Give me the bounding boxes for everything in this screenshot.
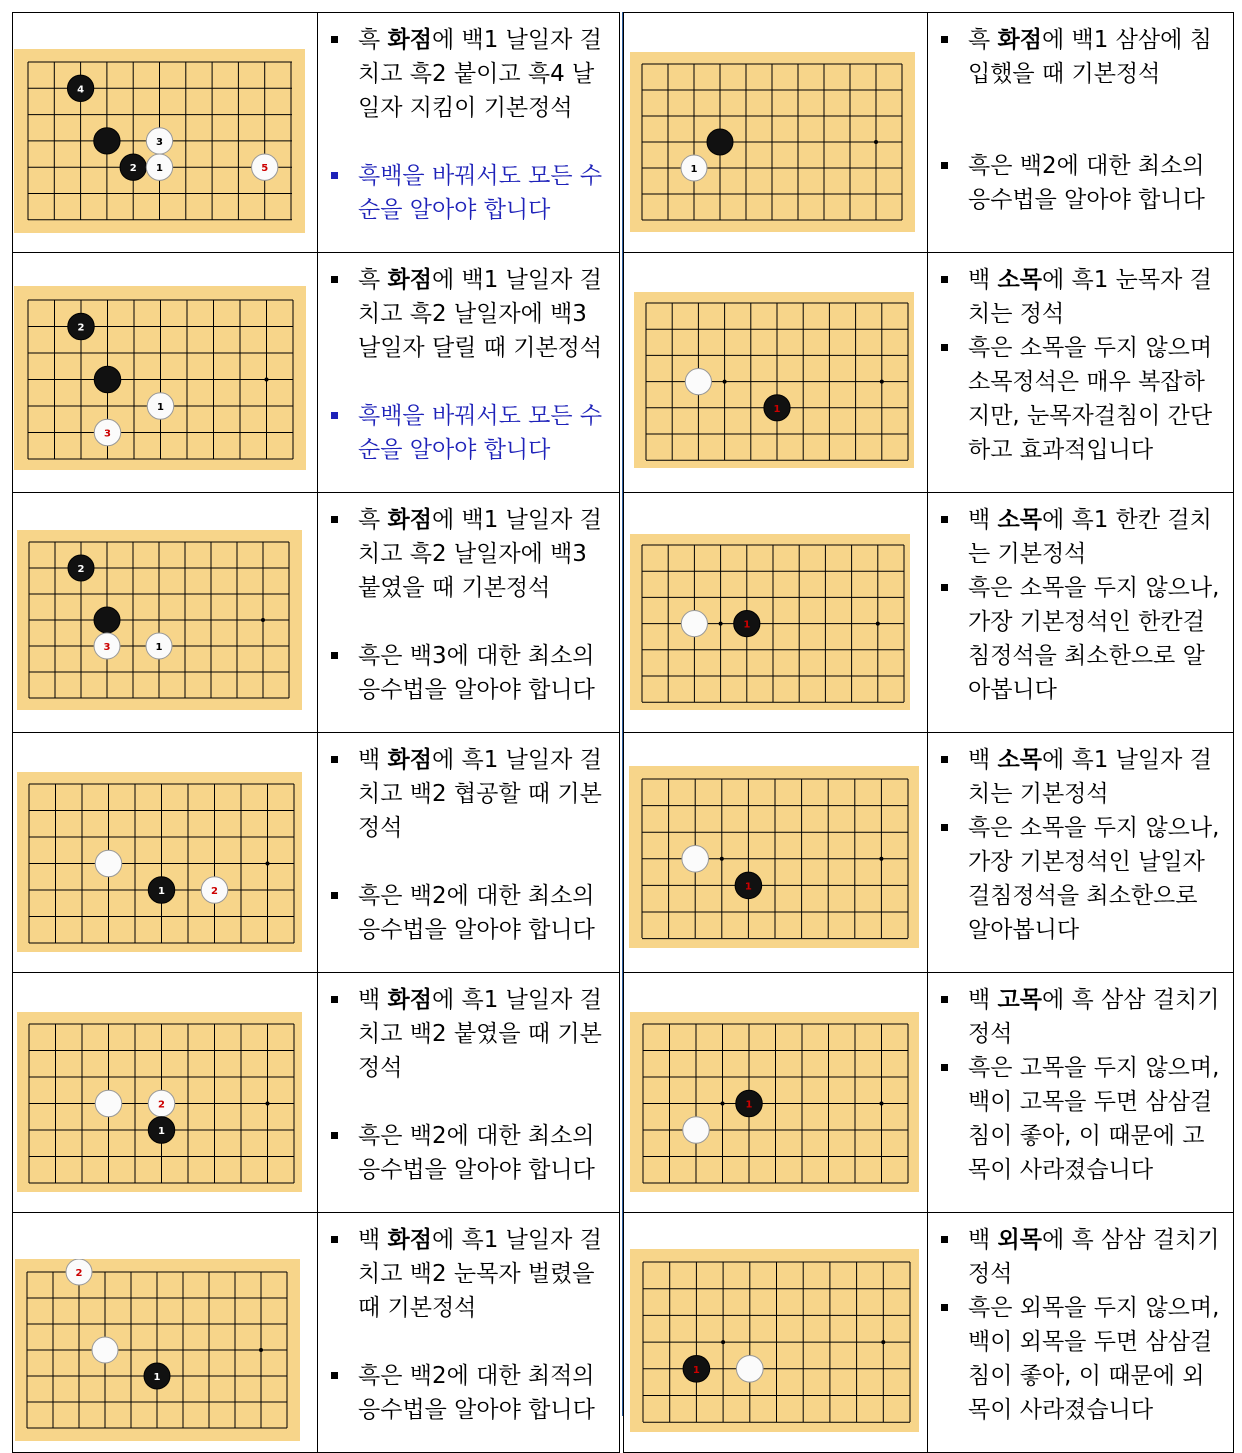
stone-move-number: 2 [75, 1268, 83, 1279]
joseki-note [328, 743, 611, 845]
joseki-note [938, 1291, 1225, 1427]
star-point [880, 1102, 884, 1106]
joseki-notes-list [938, 983, 1225, 1187]
stone-move-number: 1 [745, 1099, 753, 1111]
note-text: 에 흑1 눈목자 걸치는 정석 [968, 267, 1212, 327]
note-text: 에 백1 날일자 걸치고 흑2 붙이고 흑4 날일자 지킴이 기본정석 [358, 27, 602, 121]
note-prefix: 백 [968, 267, 998, 293]
joseki-notes-list [938, 263, 1225, 467]
white-stone [146, 154, 172, 180]
joseki-row [624, 493, 1234, 733]
joseki-note [938, 503, 1225, 571]
note-prefix: 백 [968, 507, 998, 533]
stone-move-number: 2 [211, 886, 218, 897]
stone-move-number: 1 [157, 402, 164, 413]
black-stone [734, 611, 760, 637]
board-black-hoshi-white-knight-approach-white-attach [17, 530, 302, 710]
board-white-komoku-black-one-space-approach [630, 534, 910, 710]
board-white-takamoku-black-33-approach [630, 1012, 919, 1192]
note-text: 흑은 백2에 대한 최적의 응수법을 알아야 합니다 [358, 1363, 595, 1423]
description-cell [928, 973, 1234, 1213]
stone-move-number: 1 [692, 1364, 700, 1376]
description-cell [928, 493, 1234, 733]
white-stone [685, 369, 711, 395]
note-keyword: 화점 [387, 267, 432, 293]
description-cell [318, 253, 620, 493]
joseki-note [938, 1223, 1225, 1291]
joseki-note [328, 503, 611, 605]
board-black-hoshi-white-knight-approach-black-attach [14, 49, 305, 233]
description-cell [928, 1213, 1234, 1453]
black-stone [94, 128, 120, 154]
white-stone [94, 633, 120, 659]
joseki-notes-list [328, 1223, 611, 1427]
board-white-hoshi-black-knight-approach-pincer [17, 772, 302, 952]
board-cell [13, 1213, 318, 1453]
joseki-notes-list [328, 743, 611, 947]
note-keyword: 화점 [387, 507, 432, 533]
joseki-note [938, 811, 1225, 947]
stone-move-number: 2 [77, 322, 85, 334]
stone-move-number: 2 [158, 1099, 165, 1111]
joseki-notes-list [328, 503, 611, 707]
joseki-note [328, 1223, 611, 1325]
star-point [266, 1102, 270, 1106]
board-background [630, 1012, 919, 1192]
white-stone [681, 155, 707, 181]
joseki-note [938, 331, 1225, 467]
star-point [721, 1340, 725, 1344]
star-point [265, 378, 269, 382]
joseki-note [938, 149, 1225, 217]
board-cell [624, 493, 928, 733]
note-text: 에 흑1 날일자 걸치는 기본정석 [968, 747, 1212, 807]
black-stone [144, 1363, 170, 1389]
black-stone [94, 607, 120, 633]
black-stone [148, 877, 175, 904]
star-point [721, 1102, 725, 1106]
white-stone [146, 633, 172, 659]
stone-move-number: 4 [77, 84, 85, 96]
joseki-note [938, 571, 1225, 707]
board-cell [13, 253, 318, 493]
note-keyword: 화점 [387, 987, 432, 1013]
white-stone [736, 1355, 763, 1382]
white-stone [146, 128, 172, 154]
note-text: 에 흑1 한칸 걸치는 기본정석 [968, 507, 1212, 567]
note-text: 흑은 소목을 두지 않으나, 가장 기본정석인 한칸걸침정석을 최소한으로 알아봅니다 [968, 575, 1220, 703]
board-white-hoshi-black-knight-approach-extension [15, 1259, 300, 1441]
note-text: 에 흑 삼삼 걸치기 정석 [968, 1227, 1220, 1287]
joseki-notes-list [938, 503, 1225, 707]
joseki-note [328, 879, 611, 947]
note-text: 에 흑 삼삼 걸치기 정석 [968, 987, 1220, 1047]
white-stone [95, 850, 122, 877]
black-stone [764, 395, 790, 421]
note-text: 흑은 백2에 대한 최소의 응수법을 알아야 합니다 [968, 153, 1205, 213]
note-text: 흑은 고목을 두지 않으며, 백이 고목을 두면 삼삼걸침이 좋아, 이 때문에 고목이 사라졌습니다 [968, 1055, 1220, 1183]
stone-move-number: 5 [261, 163, 269, 175]
star-point [876, 622, 880, 626]
note-text: 흑은 외목을 두지 않으며, 백이 외목을 두면 삼삼걸침이 좋아, 이 때문에 외목이 사라졌습니다 [968, 1295, 1220, 1423]
joseki-note [328, 983, 611, 1085]
board-cell [13, 733, 318, 973]
white-stone [683, 1117, 710, 1144]
joseki-note [328, 1119, 611, 1187]
star-point [723, 380, 727, 384]
star-point [261, 618, 265, 622]
joseki-note [328, 399, 611, 467]
star-point [874, 140, 878, 144]
board-black-hoshi-white-knight-approach-white-run [14, 286, 306, 470]
black-stone [148, 1117, 175, 1144]
note-keyword: 소목 [997, 267, 1042, 293]
description-cell [928, 253, 1234, 493]
joseki-row [624, 13, 1234, 253]
black-stone [736, 1090, 763, 1117]
board-white-mokuhazushi-black-33-approach [630, 1249, 919, 1432]
black-stone [683, 1355, 710, 1382]
note-keyword: 소목 [997, 747, 1042, 773]
note-prefix: 백 [968, 1227, 998, 1253]
joseki-note [328, 159, 611, 227]
board-cell [624, 733, 928, 973]
white-stone [148, 1090, 175, 1117]
stone-move-number: 3 [103, 642, 111, 653]
right-joseki-table [623, 12, 1234, 1453]
joseki-row [13, 13, 620, 253]
board-background [630, 1249, 919, 1432]
board-background [630, 534, 910, 710]
note-prefix: 흑 [358, 267, 388, 293]
stone-move-number: 1 [158, 886, 165, 897]
joseki-notes-list [938, 23, 1225, 217]
note-text: 흑은 백2에 대한 최소의 응수법을 알아야 합니다 [358, 883, 595, 943]
joseki-row [624, 973, 1234, 1213]
note-keyword: 화점 [387, 1227, 432, 1253]
white-stone [252, 154, 278, 180]
note-text: 흑백을 바꿔서도 모든 수순을 알아야 합니다 [358, 403, 603, 463]
note-text: 에 흑1 날일자 걸치고 백2 협공할 때 기본정석 [358, 747, 602, 841]
note-text: 에 흑1 날일자 걸치고 백2 눈목자 벌렸을 때 기본정석 [358, 1227, 602, 1321]
star-point [720, 857, 724, 861]
white-stone [682, 846, 709, 873]
note-keyword: 외목 [997, 1227, 1042, 1253]
joseki-notes-list [938, 743, 1225, 947]
white-stone [201, 877, 228, 904]
note-text: 에 백1 날일자 걸치고 흑2 날일자에 백3 날일자 달릴 때 기본정석 [358, 267, 603, 361]
stone-move-number: 1 [744, 881, 752, 893]
note-text: 에 백1 날일자 걸치고 흑2 날일자에 백3 붙였을 때 기본정석 [358, 507, 602, 601]
note-prefix: 백 [358, 747, 388, 773]
white-stone [681, 611, 707, 637]
board-white-komoku-black-large-knight-approach [634, 292, 914, 468]
joseki-row [13, 973, 620, 1213]
joseki-row [13, 733, 620, 973]
joseki-row [13, 1213, 620, 1453]
stone-move-number: 3 [156, 136, 163, 148]
black-stone [94, 366, 121, 393]
note-prefix: 흑 [968, 27, 998, 53]
note-prefix: 흑 [358, 27, 388, 53]
note-text: 흑백을 바꿔서도 모든 수순을 알아야 합니다 [358, 163, 603, 223]
white-stone [66, 1259, 92, 1285]
joseki-row [624, 733, 1234, 973]
star-point [259, 1348, 263, 1352]
note-text: 에 백1 삼삼에 침입했을 때 기본정석 [968, 27, 1212, 87]
star-point [879, 857, 883, 861]
white-stone [92, 1337, 118, 1363]
board-background [629, 766, 919, 948]
joseki-notes-list [328, 23, 611, 227]
note-prefix: 흑 [358, 507, 388, 533]
board-black-hoshi-white-33-invasion [630, 52, 915, 232]
note-keyword: 소목 [997, 507, 1042, 533]
star-point [880, 380, 884, 384]
note-prefix: 백 [358, 987, 388, 1013]
joseki-note [328, 263, 611, 365]
note-prefix: 백 [968, 987, 998, 1013]
note-text: 흑은 소목을 두지 않으나, 가장 기본정석인 날일자걸침정석을 최소한으로 알아봅니다 [968, 815, 1220, 943]
black-stone [120, 154, 146, 180]
note-text: 흑은 백2에 대한 최소의 응수법을 알아야 합니다 [358, 1123, 595, 1183]
stone-move-number: 1 [153, 1372, 161, 1383]
description-cell [318, 1213, 620, 1453]
note-text: 흑은 백3에 대한 최소의 응수법을 알아야 합니다 [358, 643, 595, 703]
stone-move-number: 2 [129, 163, 137, 175]
note-keyword: 화점 [387, 747, 432, 773]
note-keyword: 화점 [387, 27, 432, 53]
stone-move-number: 2 [77, 564, 85, 575]
white-stone [95, 1090, 122, 1117]
joseki-row [13, 493, 620, 733]
note-keyword: 화점 [997, 27, 1042, 53]
note-prefix: 백 [358, 1227, 388, 1253]
board-white-komoku-black-knight-approach [629, 766, 919, 948]
black-stone [68, 313, 95, 340]
description-cell [318, 13, 620, 253]
description-cell [318, 733, 620, 973]
board-cell [13, 13, 318, 253]
joseki-note [938, 743, 1225, 811]
joseki-note [938, 1051, 1225, 1187]
board-background [634, 292, 914, 468]
joseki-note [938, 23, 1225, 91]
board-cell [624, 973, 928, 1213]
joseki-row [624, 1213, 1234, 1453]
stone-move-number: 1 [156, 163, 163, 175]
joseki-note [328, 639, 611, 707]
joseki-row [624, 253, 1234, 493]
stone-move-number: 1 [773, 403, 781, 415]
stone-move-number: 3 [104, 428, 111, 440]
joseki-notes-list [938, 1223, 1225, 1427]
stone-move-number: 1 [690, 164, 698, 175]
star-point [881, 1340, 885, 1344]
description-cell [928, 13, 1234, 253]
white-stone [147, 393, 174, 420]
note-text: 에 흑1 날일자 걸치고 백2 붙였을 때 기본정석 [358, 987, 602, 1081]
stone-move-number: 1 [155, 642, 163, 653]
black-stone [67, 75, 93, 101]
board-background [17, 772, 302, 952]
note-keyword: 고목 [997, 987, 1042, 1013]
description-cell [318, 493, 620, 733]
joseki-note [328, 1359, 611, 1427]
description-cell [928, 733, 1234, 973]
black-stone [707, 129, 733, 155]
board-cell [13, 973, 318, 1213]
note-text: 흑은 소목을 두지 않으며 소목정석은 매우 복잡하지만, 눈목자걸침이 간단하고 효과적입니다 [968, 335, 1213, 463]
joseki-note [938, 263, 1225, 331]
star-point [719, 622, 723, 626]
stone-move-number: 1 [158, 1126, 165, 1137]
board-white-hoshi-black-knight-approach-attach [17, 1012, 302, 1192]
star-point [266, 862, 270, 866]
black-stone [735, 872, 762, 899]
left-joseki-table [12, 12, 620, 1453]
stone-move-number: 1 [743, 619, 751, 631]
board-cell [624, 1213, 928, 1453]
board-cell [624, 13, 928, 253]
note-prefix: 백 [968, 747, 998, 773]
board-cell [624, 253, 928, 493]
joseki-note [938, 983, 1225, 1051]
joseki-row [13, 253, 620, 493]
joseki-note [328, 23, 611, 125]
black-stone [68, 555, 94, 581]
board-cell [13, 493, 318, 733]
joseki-notes-list [328, 983, 611, 1187]
description-cell [318, 973, 620, 1213]
white-stone [94, 419, 121, 446]
joseki-notes-list [328, 263, 611, 467]
